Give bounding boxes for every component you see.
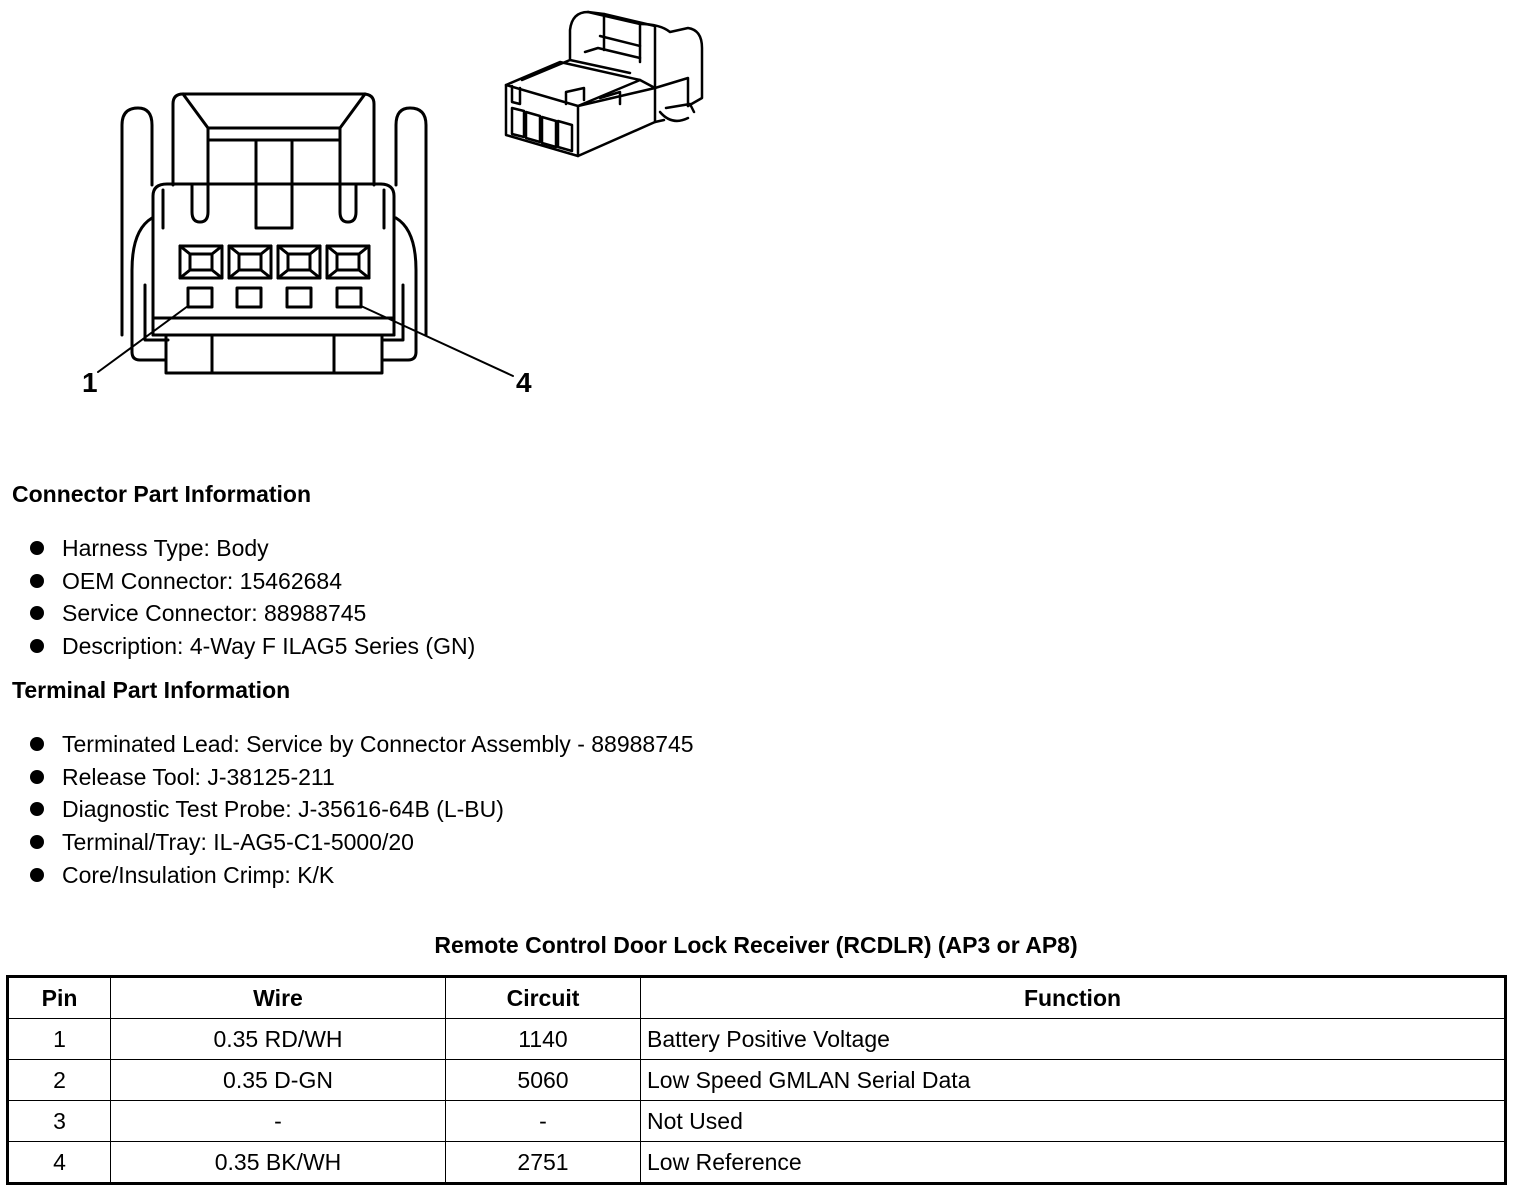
cell-wire: 0.35 BK/WH <box>111 1142 446 1184</box>
bullet-icon <box>30 541 44 555</box>
cell-pin: 4 <box>8 1142 111 1184</box>
cell-function: Battery Positive Voltage <box>641 1019 1506 1060</box>
cell-pin: 2 <box>8 1060 111 1101</box>
list-item-text: Description: 4-Way F ILAG5 Series (GN) <box>62 633 476 660</box>
header-circuit: Circuit <box>446 977 641 1019</box>
table-title: Remote Control Door Lock Receiver (RCDLR) (AP3 or AP8) <box>434 932 1078 958</box>
list-item <box>28 565 475 598</box>
cell-circuit: 2751 <box>446 1142 641 1184</box>
list-item <box>28 532 475 565</box>
pin-label-4: 4 <box>516 367 532 398</box>
list-item-text: Release Tool: J-38125-211 <box>62 763 335 790</box>
list-item <box>28 859 694 892</box>
header-function: Function <box>641 977 1506 1019</box>
list-item <box>28 728 694 761</box>
header-wire: Wire <box>111 977 446 1019</box>
list-item <box>28 761 694 794</box>
cell-circuit: - <box>446 1101 641 1142</box>
cell-function: Low Reference <box>641 1142 1506 1184</box>
list-item-text: Diagnostic Test Probe: J-35616-64B (L-BU) <box>62 796 504 823</box>
bullet-icon <box>30 737 44 751</box>
pinout-table <box>6 975 1507 1185</box>
bullet-icon <box>30 606 44 620</box>
table-row <box>8 1142 1506 1184</box>
header-pin: Pin <box>8 977 111 1019</box>
terminal-part-info-list <box>28 728 694 892</box>
list-item <box>28 597 475 630</box>
connector-isometric-view <box>506 12 702 156</box>
list-item-text: OEM Connector: 15462684 <box>62 567 343 594</box>
list-item-text: Terminated Lead: Service by Connector Assembly - 88988745 <box>62 731 694 757</box>
bullet-icon <box>30 574 44 588</box>
upper-cavities <box>180 246 369 278</box>
cell-circuit: 5060 <box>446 1060 641 1101</box>
table-row <box>8 1101 1506 1142</box>
list-item-text: Harness Type: Body <box>62 535 269 561</box>
connector-face-view <box>98 94 513 376</box>
list-item-text: Core/Insulation Crimp: K/K <box>62 861 335 888</box>
cell-function: Not Used <box>641 1101 1506 1142</box>
cell-wire: - <box>111 1101 446 1142</box>
table-row <box>8 1060 1506 1101</box>
bullet-icon <box>30 639 44 653</box>
terminal-part-info-heading: Terminal Part Information <box>12 677 291 703</box>
terminal-openings <box>188 288 361 307</box>
connector-part-info-heading: Connector Part Information <box>12 481 312 507</box>
list-item <box>28 630 475 663</box>
bullet-icon <box>30 868 44 882</box>
list-item-text: Service Connector: 88988745 <box>62 600 367 627</box>
cell-pin: 1 <box>8 1019 111 1060</box>
bullet-icon <box>30 802 44 816</box>
bullet-icon <box>30 835 44 849</box>
cell-pin: 3 <box>8 1101 111 1142</box>
cell-wire: 0.35 RD/WH <box>111 1019 446 1060</box>
table-header-row <box>8 977 1506 1019</box>
cell-function: Low Speed GMLAN Serial Data <box>641 1060 1506 1101</box>
table-row <box>8 1019 1506 1060</box>
connector-part-info-list <box>28 532 475 663</box>
bullet-icon <box>30 770 44 784</box>
pin-1-leader <box>98 306 188 372</box>
cell-wire: 0.35 D-GN <box>111 1060 446 1101</box>
connector-diagram <box>0 0 760 420</box>
cell-circuit: 1140 <box>446 1019 641 1060</box>
list-item <box>28 793 694 826</box>
pin-label-1: 1 <box>82 367 98 398</box>
list-item-text: Terminal/Tray: IL-AG5-C1-5000/20 <box>62 829 414 856</box>
list-item <box>28 826 694 859</box>
